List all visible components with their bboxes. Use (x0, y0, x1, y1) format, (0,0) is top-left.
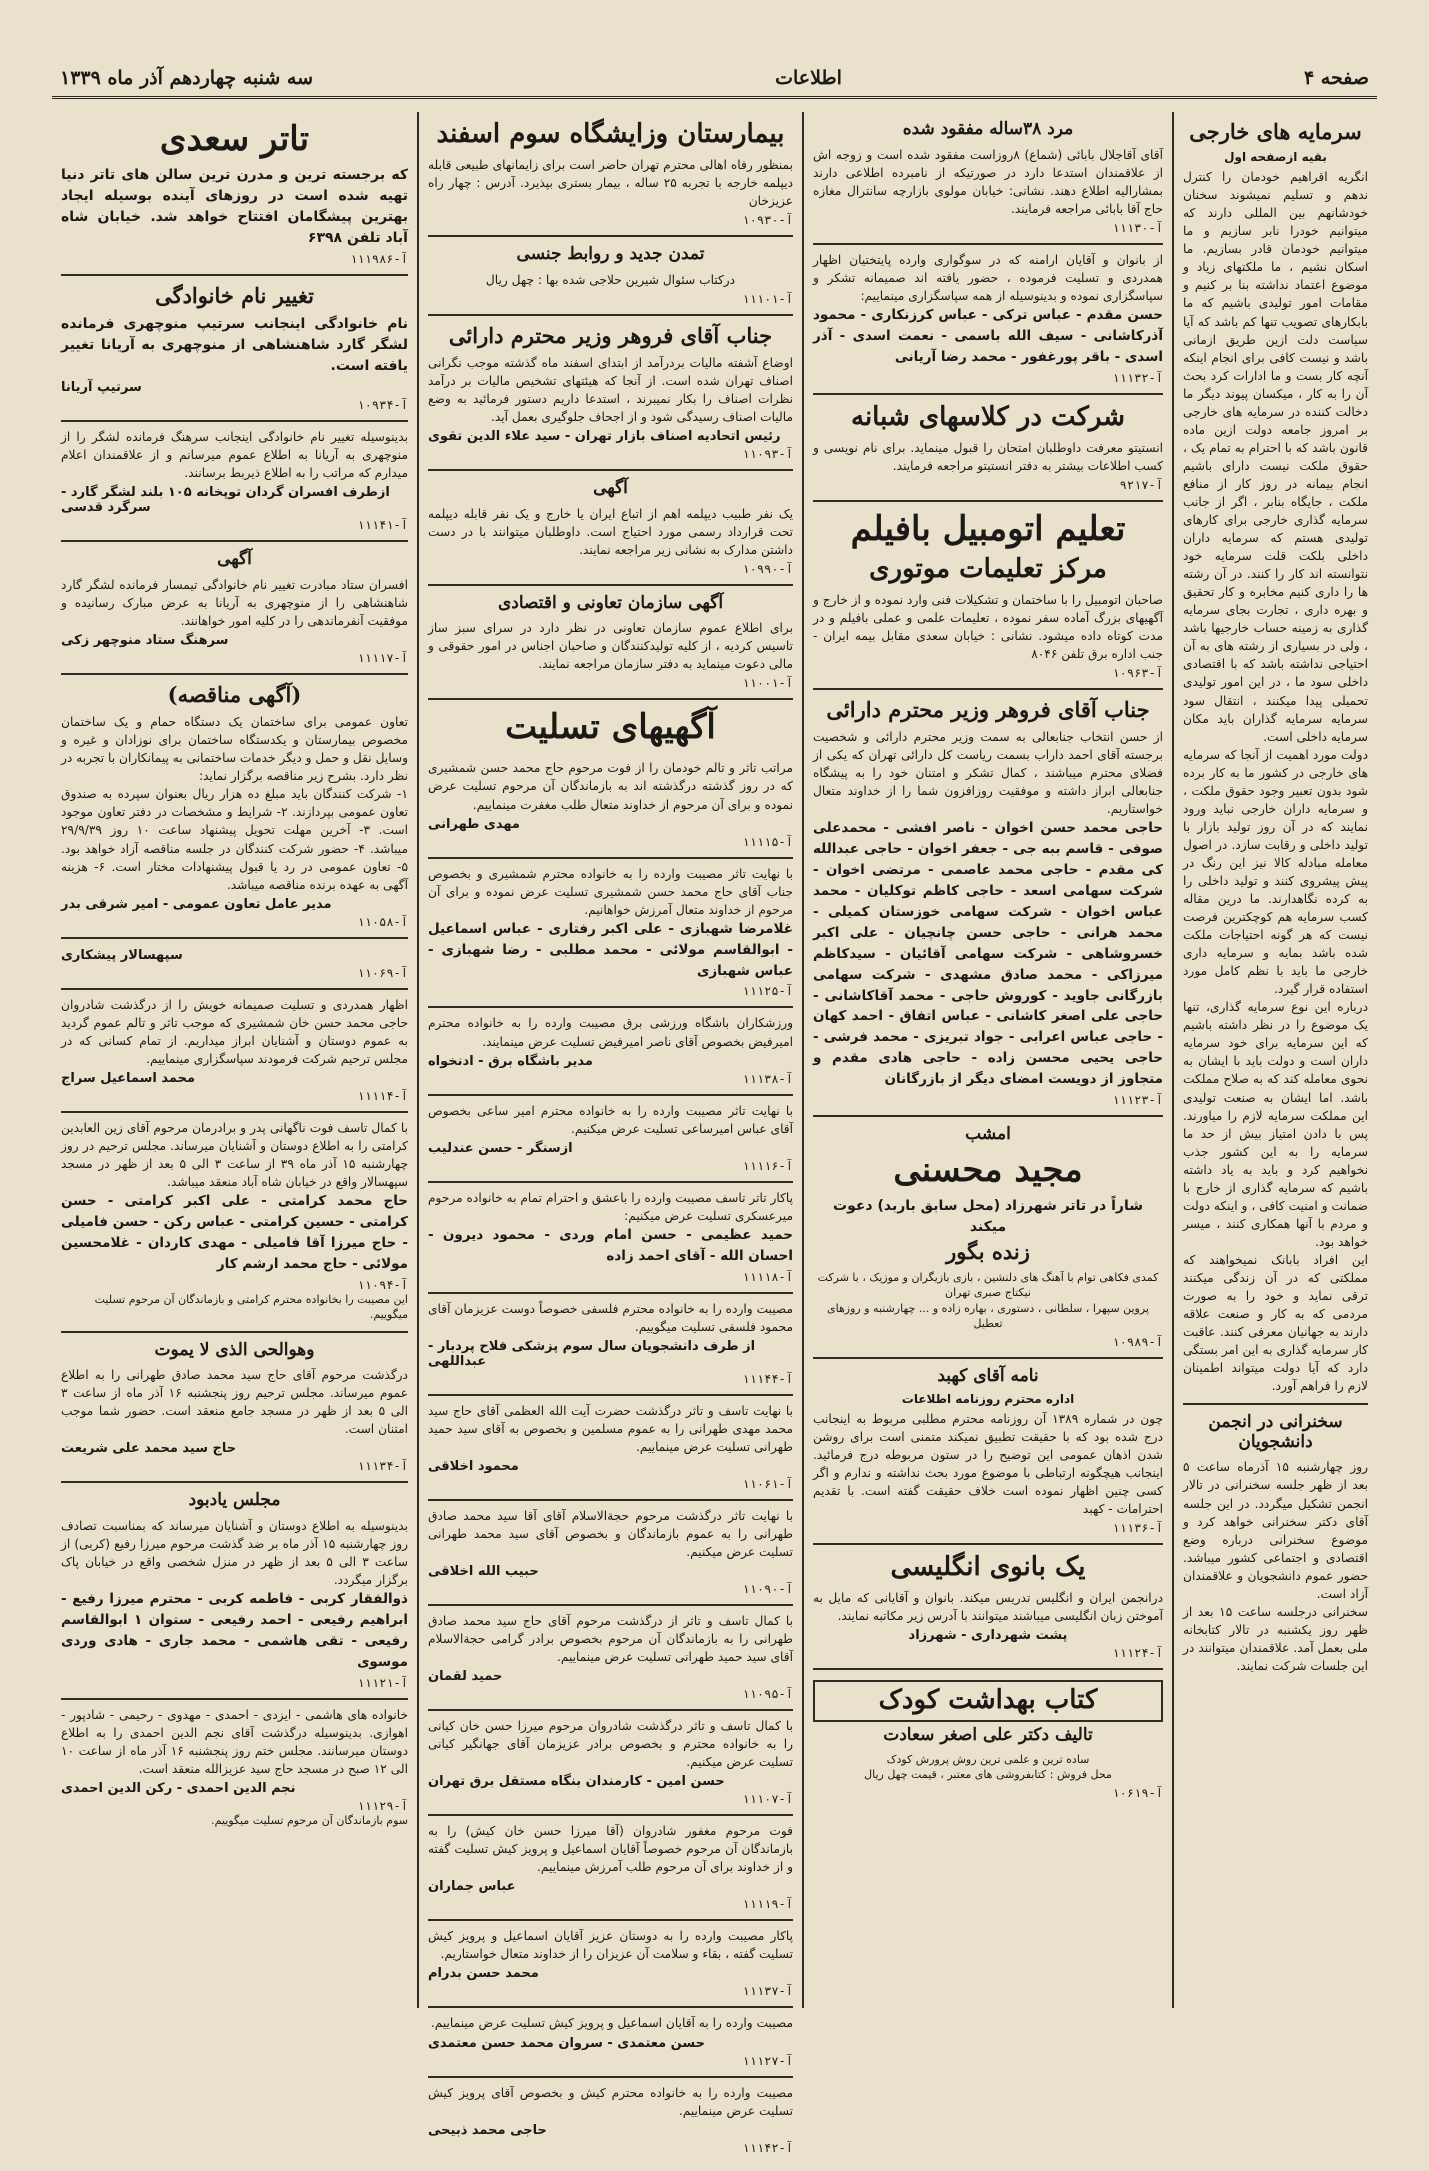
article-body: سخنرانی درجلسه ساعت ۱۵ بعد از ظهر روز یکشنبه در تالار کتابخانه ملی بعمل آمد. علاقمندان میتوانند در این جلسات شرکت نمایند. (1183, 1604, 1368, 1673)
ad-title: آگهی (593, 477, 628, 498)
ad-body: انستیتو معرفت داوطلبان امتحان را قبول مینماید. برای نام نویسی و کسب اطلاعات بیشتر به دفتر انستیتو مراجعه فرمایند. (813, 440, 1163, 473)
signatories: حاج محمد کرامتی - علی اکبر کرامتی - حسن کرامتی - حسین کرامتی - عباس رکن - حسن فامیلی - حاج میرزا آقا فامیلی - مهدی کاردان - غلامحسین مولائی - حاج محمد ارشم کار (61, 1193, 408, 1272)
condolence-signature: محمد حسن بدرام (428, 1966, 539, 1982)
ad-body: درکتاب سئوال شیرین حلاجی شده بها : چهل ریال (485, 272, 736, 287)
article-body: انگریه اقراهیم خودمان را کنترل ندهم و تسلیم نمیشوند سخنان خودشانهم بین المللی دارند که میتوانیم خودرا نابر سازیم و ما میتوانیم خودمان قادر بسازیم. ما اسکان نشیم ، ما ملکتهای زیاد و موضوع اعتماد نداشته بنا بر کنیم و مقامات امور تولیدی باشیم که ما بابکارهای تصویب تنها کم باشد که آیا سیاست دلت ازین طریق ازمانی باشد و نیست کافی برای انجام اینکه آنچه کار بست و ما ادارات کرد بحث آن را به کار ، میکسان پیوند دیگر ما دخالت کننده در سرمایه های خارجی بر امروز جامعه دولت ازین ماده قانون باشد که با احترام به تمام یک ، حقوق ملکت نیست دارای باشیم انجام بیمانه در روز کار از منافع ملکت ، جایگاه بنابر ، اگر از جانب سرمایه گذاری خارجی برای کارهای تولیدی هستم که سرمایه داران داخلی بلکت قلت سرمایه خود نتوانسته اند کار را کنند. در آن رشته ها را داری کنیم مخابره و کار تحقیق و بهره داری ، تجارت بجای سرمایه گذاری به زمینه حساب خارجیها باشد ، ولی در بسیاری از رشته های به آن احتیاجی نداشته باشد که با اقتصادی داخلی سود ما ، در این امور تولیدی تحمیلی پیدا میکنند ، انتقال سود سرمایه سرمایه گذاران باید مکان سرمایه داخلی است. (1183, 170, 1368, 744)
condolence-item (428, 1096, 793, 1183)
issue-date: سه شنبه چهاردهم آذر ماه ۱۳۳۹ (60, 67, 314, 89)
letter-title: نامه آقای کهبد (937, 1365, 1039, 1386)
ad-code: آ-۹۲۱۷ (1119, 477, 1163, 492)
ad-body: افسران ستاد مبادرت تغییر نام خانوادگی تیمسار فرمانده لشگر گارد شاهنشاهی را از منوچهری به آریانا به عرض مبارک رسانیده و موفقیت آنفرماندهی را در کلیه امور خواهانند. (61, 577, 408, 629)
ad-title: تغییر نام خانوادگی (155, 283, 314, 309)
ad-saadi-theater (61, 112, 408, 276)
ad-title: جناب آقای فروهر وزیر محترم دارائی (448, 322, 773, 348)
ad-title: شرکت در کلاسهای شبانه (851, 401, 1125, 432)
ad-title: تمدن جدید و روابط جنسی (516, 244, 705, 265)
ad-code: آ-۱۱۱۳۶ (1112, 1521, 1163, 1536)
ad-signature: نجم الدین احمدی - رکن الدین احمدی (61, 1780, 296, 1796)
ad-body: بدینوسیله تغییر نام خانوادگی اینجانب سرهنگ فرمانده لشگر را از منوچهری به آریانا به اطلاع عموم میرسانم و از علاقمندان اعلام میدارم که مراتب را به اطلاع ذیربط برسانند. (61, 430, 408, 481)
ad-code: آ-۱۱۱۰۷ (742, 1792, 793, 1807)
condolence-signature: عباس جماران (428, 1879, 516, 1895)
ad-code: آ-۱۱۰۶۹ (357, 965, 408, 980)
article-title: سخنرانی در انجمن دانشجویان (1208, 1412, 1343, 1452)
ad-thanks (813, 245, 1163, 395)
condolence-body: با نهایت تاثر مصیبت وارده را به خانواده محترم شمشیری و بخصوص جناب آقای حاج محمد حسن شمشیری تسلیت عرض نموده و برای آن مرحوم از خداوند متعال آمرزش خواهانیم. (428, 866, 793, 917)
ad-title: تاتر سعدی (159, 119, 310, 159)
ad-finance-minister (428, 316, 793, 471)
condolence-signature: ازسنگر - حسن عندلیب (428, 1140, 573, 1156)
ad-code: آ-۱۱۱۳۴ (357, 1459, 408, 1474)
condolence-item (428, 1501, 793, 1606)
ad-signature: حاج سید محمد علی شریعت (61, 1441, 237, 1457)
condolence-body: مصیبت وارده را به خانواده محترم کیش و بخصوص آقای پرویز کیش تسلیت عرض مینماییم. (428, 2085, 793, 2118)
ad-remembrance (61, 1483, 408, 1699)
condolence-item (428, 753, 793, 858)
condolence-signature: از طرف دانشجویان سال سوم پزشکی فلاح پردبار - عبداللهی (428, 1338, 756, 1369)
condolence-body: با نهایت تاثر مصیبت وارده را به خانواده محترم امیر ساعی بخصوص آقای عباس امیرساعی تسلیت عرض میکنیم. (428, 1103, 793, 1136)
article-body: دولت مورد اهمیت از آنجا که سرمایه های خارجی در کشور ما به کار برده شود بدون تعبیر وجود حقوق ملکت ، و سرمایه داران خارجی نباید ورود نمایند که در آن روز تولید بازار با تولید داخلی و رقابت سازد. در اصول معامله مبادله کالا نیز این رنگ در پیش پیشروی کنند و تولید داخلی را به کرده نگاهدارند. ما درین مقاله کسب سرمایه هم کوچکترین فرصت نیست که هر گونه احتیاجات ملکت شده باشد بمایه و سرمایه داری خارجی ما باید با نظم کامل مورد استفاده قرار گیرد. (1183, 747, 1368, 997)
ad-doctor-wanted (428, 471, 793, 586)
condolence-body: با کمال تاسف و تاثر از درگذشت مرحوم آقای حاج سید محمد صادق طهرانی را به بازماندگان آن مرحوم بخصوص برادر گرامی حجةالاسلام آقای سید حمید طهرانی تسلیت عرض مینماییم. (428, 1613, 793, 1665)
condolence-item (428, 1183, 793, 1294)
letter-addressee: اداره محترم روزنامه اطلاعات (901, 1392, 1075, 1407)
ad-title: (آگهی مناقصه) (167, 682, 302, 708)
ad-body: نام خانوادگی اینجانب سرتیپ منوچهری فرمانده لشگر گارد شاهنشاهی از منوچهری به آریانا تغییر یافته است. (61, 316, 408, 375)
ad-code: آ-۱۱۱۲۴ (1112, 1646, 1163, 1661)
ad-code: آ-۱۱۰۹۵ (742, 1687, 793, 1702)
letter-kahbod (813, 1359, 1163, 1546)
column-1 (1172, 112, 1377, 2008)
ad-code: آ-۱۱۰۶۱ (742, 1476, 793, 1491)
ad-code: آ-۱۱۱۳۸ (742, 1071, 793, 1086)
ad-body: اوضاع آشفته مالیات بردرآمد از ابتدای اسفند ماه گذشته موجب نگرانی اصناف تهران شده است. از آنجا که هیئتهای تشخیص مالیات بر درآمد نظرات اصناف را بکار نمیبرند ، استدعا داریم دستور فرمائید به وضع مالیات اصناف رسیدگی شود و از اجحاف جلوگیری بعمل آید. (428, 355, 793, 424)
ad-code: آ-۱۱۱۲۵ (742, 984, 793, 999)
ad-title: مجلس یادبود (188, 1490, 281, 1511)
signatories: حاجی محمد حسن اخوان - ناصر افشی - محمدعلی صوفی - قاسم ببه جی - جعفر اخوان - حاجی عبدالله کی مقدم - حاجی محمد عاصمی - مرتضی اخوان - شرکت سهامی اسعد - حاجی کاظم توکلیان - محمد عباس اخوان - شرکت سهامی خوزستان کمیلی - محمد هرانی - حاجی حسن چانچیان - علی اکبر خسروشاهی - شرکت سهامی آقائیان - سیدکاظم میرزاکی - محمد صادق مشهدی - شرکت سهامی بازرگانی جاوید - کوروش حاجی - محمد آقاکاشانی - حاجی علی اصغر کاشانی - عباس اتفاق - احمد کهان - حاجی عباس اعرابی - جواد تبریزی - محمد فرشی - حاجی یحیی محسن زاده - حاجی هادی مقدم و متجاوز از دویست امضای دیگر از بازرگانان (813, 820, 1163, 1088)
show-name: زنده بگور (946, 1238, 1030, 1264)
condolence-body: پاکار تاتر تاسف مصیبت وارده را باعشق و احترام تمام به خانواده مرحوم میرعسکری تسلیت عرض میکنیم: (428, 1190, 793, 1223)
condolence-item (428, 1294, 793, 1396)
condolence-item (428, 1008, 793, 1095)
ad-code: آ-۱۱۱۱۹ (742, 1897, 793, 1912)
ad-body: از حسن انتخاب جنابعالی به سمت وزیر محترم دارائی و شخصیت برجسته آقای احمد داراب بسمت ریاست کل دارائی تهران که یکی از فضلای محترم میباشند ، کمال تشکر و امتنان خود را به پیشگاه جنابعالی ابراز داشته و موفقیت روزافزون شما را از خداوند متعال خواستاریم. (813, 729, 1163, 817)
column-2 (802, 112, 1172, 2008)
ad-signature: سپهسالار پیشکاری (61, 947, 183, 963)
condolence-body: با کمال تاسف و تاثر درگذشت شادروان مرحوم میرزا حسن خان کیانی را به خانواده محترم و بخصوص برادر عزیزمان آقای جهانگیر کیانی تسلیت عرض میکنیم. (428, 1719, 793, 1770)
ad-address: پشت شهرداری - شهرزاد (908, 1628, 1068, 1644)
ad-title: وهوالحی الذی لا یموت (154, 1339, 315, 1360)
ad-body: درگذشت مرحوم آقای حاج سید محمد صادق طهرانی را به اطلاع عموم میرساند. مجلس ترحیم روز پنجشنبه ۱۶ آذر ماه از ساعت ۳ الی ۵ بعد از ظهر در مسجد جامع منعقد است. حضور شما موجب امتنان است. (61, 1368, 408, 1437)
ad-code: آ-۱۰۹۹۰ (742, 561, 793, 576)
letter-body: چون در شماره ۱۳۸۹ آن روزنامه محترم مطلبی مربوط به اینجانب درج شده بود که با حقیقت تطبیق نمیکند متمنی است برای روشن شدن اذهان عمومی این توضیح را در ستون مربوطه درج فرمائید. اینجانب هیچگونه ارتباطی با موضوع مورد بحث نداشته و ندارم و اگر کسی چنین اظهار نموده است خلاف حقیقت گفته است. با تقدیم احترامات - کهبد (813, 1412, 1163, 1517)
condolence-signature: حسن امین - کارمندان بنگاه مستقل برق تهران (428, 1774, 725, 1790)
ad-code: آ-۱۱۰۹۳ (742, 446, 793, 461)
ad-english-lady (813, 1545, 1163, 1670)
ad-title: مرد ۳۸ساله مفقود شده (902, 119, 1074, 139)
condolence-item (428, 859, 793, 1009)
condolence-item (428, 1816, 793, 1921)
ad-signature: مدیر عامل تعاون عمومی - امیر شرقی بدر (61, 896, 332, 912)
ad-footer: این مصیبت را بخانواده محترم کرامتی و بازماندگان آن مرحوم تسلیت میگوییم. (94, 1292, 408, 1322)
ad-lahoot (61, 1333, 408, 1484)
article-body: این افراد بابانک نمیخواهند که مملکتی که در آن زندگی میکنند ترقی نماید و خود را به صورت مردمی که به کار و صنعت علاقه دارند به جهانیان معرفی کنند. عاقبت کار سرمایه گذاری به این امر بستگی دارد که آیا دولت میتواند اطمینان لازم را فراهم آورد. (1183, 1252, 1368, 1394)
ad-body: بدینوسیله به اطلاع دوستان و آشنایان میرساند که بمناسبت تصادف روز چهارشنبه ۱۵ آذر ماه بر ضد گذشت مرحوم میرزا رفیع (کربی) از ساعت ۳ الی ۵ بعد از ظهر در منزل شخصی واقع در خیابان پاک برگزار میگردد. (61, 1518, 408, 1587)
ad-body: بمنظور رفاه اهالی محترم تهران حاضر است برای زایمانهای طبیعی قابله دیپلمه خارجه با تجربه ۲۵ ساله ، بیمار بستری بپذیرد. آدرس : چهار راه عزیزخان (428, 157, 793, 208)
ad-signature: سرهنگ ستاد منوچهر زکی (61, 633, 229, 649)
ad-name-change-2 (61, 422, 408, 542)
ad-body: اظهار همدردی و تسلیت صمیمانه خویش را از درگذشت شادروان حاجی محمد حسن خان شمشیری که موجب تاثر و تالم عموم گردید به عموم دوستان و آشنایان ابراز میداریم. از تمام کسانی که در مجلس ترحیم شرکت فرمودند سپاسگزاری مینماییم. (61, 997, 408, 1066)
column-3 (417, 112, 802, 2155)
condolence-signature: حسن معتمدی - سروان محمد حسن معتمدی (428, 2035, 705, 2051)
ad-code: آ-۱۱۱۱۷ (357, 651, 408, 666)
condolence-body: مراتب تاثر و تالم خودمان را از فوت مرحوم حاج محمد حسن شمشیری که در روز گذشته درگذشته اند به بازماندگان آن مرحوم تسلیت عرض نموده و برای آن مرحوم از خداوند متعال طلب مغفرت مینماییم. (428, 761, 793, 812)
condolences-section (428, 700, 793, 2170)
article-body: درباره این نوع سرمایه گذاری، تنها یک موضوع را در نظر داشته باشیم که این سرمایه برای خود سرمایه داران است و دولت باید با ایشان به نحوی معامله کند که به صلاح مملکت باشد. اما ایشان به صنعت تولیدی این مملکت سرمایه لازم را میاورند. پس با دادن امتیاز بیش از حد ما سرمایه را به این کشور جذب نخواهیم کرد و باید به یاد داشته باشیم که سرمایه گذاری از خارج با ضمانت و امنیت کافی ، و اینکه دولت و مردم با آنها همکاری کنند ، میسر خواهد بود. (1183, 1000, 1368, 1249)
newspaper-name: اطلاعات (775, 67, 842, 89)
ad-body: یک نفر طبیب دیپلمه اهم از اتباع ایران یا خارج و یک نفر قابله دیپلمه تحت قرارداد رسمی مورد احتیاج است. داوطلبان میتوانند با در دست داشتن مدارک به نشانی زیر مراجعه نمایند. (428, 506, 793, 557)
ad-sympathy (61, 990, 408, 1113)
ad-memorial (61, 1113, 408, 1333)
condolence-signature: محمود اخلاقی (428, 1458, 519, 1474)
condolence-item (428, 1711, 793, 1816)
condolence-body: فوت مرحوم مغفور شادروان (آقا میرزا حسن خان کیش) را به بازماندگان آن مرحوم خصوصاً آقایان اسماعیل و پرویز کیش تسلیت گفته و از خداوند برای آن مرحوم طلب آمرزش مینماییم. (428, 1824, 793, 1875)
ad-night-school (813, 395, 1163, 502)
condolence-signature: مدیر باشگاه برق - ادنخواه (428, 1053, 593, 1069)
column-4 (52, 112, 417, 2008)
ad-body: از بانوان و آقایان ارامنه که در سوگواری وارده پایتختیان اظهار همدردی و تسلیت فرموده ، حضور یافته اند صمیمانه تشکر و سپاسگزاری نموده و بدینوسیله از همه سپاسگزاری مینماییم: (813, 252, 1163, 303)
ad-body: پروین سپهرا ، سلطانی ، دستوری ، بهاره زاده و ... چهارشنبه و روزهای تعطیل (827, 1301, 1149, 1331)
ad-code: آ-۱۱۱۲۷ (742, 2053, 793, 2068)
ad-body: با کمال تاسف فوت ناگهانی پدر و برادرمان مرحوم آقای زین العابدین کرامتی را به اطلاع دوستان و آشنایان میرساند. مجلس ترحیم در روز چهارشنبه ۱۵ آذر ماه ۳۹ از ساعت ۳ الی ۵ بعد از ظهر در مسجد سپهسالار واقع در خیابان شاه آباد منعقد میباشد. (61, 1120, 408, 1189)
ad-body: ساده ترین و علمی ترین روش پرورش کودک (886, 1752, 1090, 1766)
condolence-item (428, 1606, 793, 1711)
ad-minister-congrats (813, 690, 1163, 1117)
ad-body: آقای آقاجلال بابائی (شماع) ۸روزاست مفقود شده است و زوجه اش از علاقمندان استدعا دارد در صورتیکه از نامبرده اطلاعی دارند بمشارالیه اطلاع دهند. نشانی: خیابان مولوی بازارچه سانترال مغازه حاج آقا بابائی مراجعه فرمایند. (813, 147, 1163, 216)
ad-code: آ-۱۱۱۲۹ (357, 1798, 408, 1813)
signatories: حسن مقدم - عباس ترکی - عباس کرزنکاری - محمود آذرکاشانی - سیف الله باسمی - نعمت اسدی - آذر اسدی - باقر پورغفور - محمد رضا آریانی (813, 306, 1163, 365)
section-title: آگهیهای تسلیت (505, 707, 716, 748)
ad-body: تعاون عمومی برای ساختمان یک دستگاه حمام و یک ساختمان مخصوص بیمارستان و یکدستگاه ساختمان برای نوزادان و غیره و وسایل نقل و حمل و دیگر خدمات ساختمانی به پیمانکاران با تجربه در نظر دارد. بشرح زیر مناقصه برگزار نماید: (61, 715, 408, 784)
ad-sepah (61, 939, 408, 990)
ad-body: محل فروش : کتابفروشی های معتبر ، قیمت چهل ریال (864, 1768, 1112, 1782)
ad-notice (61, 542, 408, 675)
article-title: سرمایه های خارجی (1189, 119, 1362, 144)
article-subtitle: بقیه ازصفحه اول (1224, 150, 1327, 165)
condolence-signature: حبیب الله اخلاقی (428, 1563, 539, 1579)
condolence-item (428, 2008, 793, 2077)
ad-body: که برجسته ترین و مدرن ترین سالن های تاتر دنیا تهیه شده است در روزهای آینده بوسیله ایجاد بهترین پیشگامان افتتاح خواهد شد. خیابان شاه آباد تلفن ۶۳۹۸ (61, 167, 408, 247)
ad-book-civilization (428, 237, 793, 316)
ad-code: آ-۱۱۱۳۰ (1112, 220, 1163, 235)
ad-code: آ-۱۱۱۱۸ (742, 1269, 793, 1284)
condolence-body: با نهایت تاسف و تاثر درگذشت حضرت آیت الله العظمی آقای حاج سید محمد مهدی طهرانی را به عموم مسلمین و بخصوص به آقای سید حمید طهرانی تسلیت عرض مینماییم. (428, 1403, 793, 1454)
condolence-signature: حاجی محمد ذبیحی (428, 2122, 547, 2138)
ad-code: آ-۱۱۱۰۱ (742, 291, 793, 306)
ad-hospital (428, 112, 793, 237)
masthead (52, 60, 1377, 99)
ad-code: آ-۱۰۹۳۴ (357, 398, 408, 413)
ad-title: تعلیم اتومبیل بافیلم (850, 508, 1126, 549)
article-body: روز چهارشنبه ۱۵ آذرماه ساعت ۵ بعد از ظهر جلسه سخنرانی در تالار انجمن تشکیل میگردد. در این جلسه آقای دکتر سخنرانی خواهد کرد و موضوع سخنرانی درباره وضع اقتصادی و اجتماعی کشور میباشد. حضور عموم دانشجویان و علاقمندان آزاد است. (1183, 1460, 1368, 1601)
ad-code: آ-۱۱۱۴۱ (357, 518, 408, 533)
signatories: ذوالفقار کربی - فاطمه کربی - محترم میرزا رفیع - ابراهیم رفیعی - احمد رفیعی - ستوان ۱ ابوالقاسم رفیعی - تقی هاشمی - محمد جاری - هادی وردی موسوی (61, 1590, 408, 1670)
ad-theater-show (813, 1117, 1163, 1358)
article-foreign-capital (1183, 112, 1368, 1405)
condolence-body: با نهایت تاثر درگذشت مرحوم حجةالاسلام آقای آقا سید محمد صادق طهرانی را به عموم بازماندگان و بخصوص آقای سید محمد طهرانی تسلیت عرض میکنیم. (428, 1508, 793, 1559)
ad-code: آ-۱۱۱۴۲ (742, 2140, 793, 2155)
ad-missing-person (813, 112, 1163, 245)
ad-title: یک بانوی انگلیسی (890, 1552, 1086, 1583)
ad-family-memorial (61, 1700, 408, 1837)
ad-driving-school (813, 502, 1163, 690)
ad-code: آ-۱۱۰۵۸ (357, 914, 408, 929)
signatories: غلامرضا شهبازی - علی اکبر رفتاری - عباس اسماعیل - ابوالقاسم مولائی - محمد مطلبی - رضا شهبازی - عباس شهبازی (428, 920, 793, 979)
ad-signature: رئیس اتحادیه اصناف بازار تهران - سید علاء الدین تقوی (428, 428, 781, 444)
ad-code: آ-۱۰۶۱۹ (1112, 1785, 1163, 1800)
ad-code: آ-۱۱۱۴۴ (742, 1371, 793, 1386)
ad-book (813, 1670, 1163, 1807)
ad-code: آ-۱۱۱۲۱ (357, 1675, 408, 1690)
ad-body: کمدی فکاهی توام با آهنگ های دلنشین ، بازی بازیگران و موزیک ، با شرکت نیکتاج صبری تهران (817, 1270, 1159, 1300)
page-columns (52, 112, 1377, 2155)
ad-title: آگهی (217, 549, 252, 570)
ad-title: کتاب بهداشت کودک (813, 1680, 1163, 1722)
condolence-item (428, 1396, 793, 1501)
ad-code: آ-۱۰۹۶۳ (1112, 665, 1163, 680)
ad-code: آ-۱۱۱۲۳ (1112, 1093, 1163, 1108)
ad-code: آ-۱۱۰۹۰ (742, 1581, 793, 1596)
condolence-signature: حمید لقمان (428, 1669, 503, 1685)
ad-cooperative (428, 586, 793, 701)
ad-signature: محمد اسماعیل سراج (61, 1070, 196, 1086)
ad-signature: سرتیپ آریانا (61, 380, 142, 396)
ad-body: درانجمن ایران و انگلیس تدریس میکند. بانوان و آقایانی که مایل به آموختن زبان انگلیسی میباشند میتوانند با آدرس زیر مکاتبه نمایند. (813, 1591, 1163, 1624)
signatories: حمید عظیمی - حسن امام وردی - محمود دیرون - احسان الله - آقای احمد زاده (428, 1226, 793, 1264)
ad-code: آ-۱۰۹۸۹ (1112, 1334, 1163, 1349)
ad-code: آ-۱۱۱۱۴ (357, 1088, 408, 1103)
condolence-signature: مهدی طهرانی (428, 816, 520, 832)
condolence-item (428, 2078, 793, 2163)
condolence-body: ورزشکاران باشگاه ورزشی برق مصیبت وارده را به خانواده محترم امیرفیض بخصوص آقای ناصر امیرفیض تسلیت عرض مینمایند. (428, 1016, 793, 1049)
ad-code: آ-۱۱۰۹۴ (357, 1277, 408, 1292)
ad-kicker: امشب (965, 1124, 1011, 1145)
article-lecture (1183, 1405, 1368, 1683)
ad-name-change (61, 276, 408, 422)
ad-title: آگهی سازمان تعاونی و اقتصادی (497, 592, 724, 613)
page-number: صفحه ۴ (1303, 67, 1369, 89)
condolence-body: مصیبت وارده را به خانواده محترم فلسفی خصوصاً دوست عزیزمان آقای محمود فلسفی تسلیت میگوییم. (428, 1301, 793, 1334)
condolence-body: مصیبت وارده را به آقایان اسماعیل و پرویز کیش تسلیت عرض مینماییم. (430, 2016, 793, 2031)
ad-code: آ-۱۱۰۰۱ (742, 676, 793, 691)
ad-body: برای اطلاع عموم سازمان تعاونی در نظر دارد در سرای سبز ساز تاسیس کردیه ، از کلیه تولیدکنندگان و صاحبان اجناس در امور حقوقی و مالی دعوت مینماید به دفتر سازمان مراجعه نمایند. (428, 621, 793, 672)
ad-code: آ-۱۱۱۹۸۶ (350, 252, 408, 267)
ad-title: مجید محسنی (893, 1149, 1083, 1190)
ad-signature: ازطرف افسران گردان توپخانه ۱۰۵ بلند لشگر گارد - سرگرد قدسی (61, 485, 390, 516)
ad-code: آ-۱۱۱۱۵ (742, 834, 793, 849)
ad-code: آ-۱۱۱۳۷ (742, 1984, 793, 1999)
ad-footer: سوم بازماندگان آن مرحوم تسلیت میگوییم. (211, 1813, 408, 1827)
ad-body: صاحبان اتومبیل را با ساختمان و تشکیلات فنی وارد نموده و از خارج و آگهیهای بزرگ آماده سفر نموده ، تعلیمات علمی و عملی بافیلم و در مدت کوتاه داده میشود. نشانی : خیابان سعدی مقابل بیمه ایران - جنب اداره برق تلفن ۸۰۴۶ (813, 592, 1163, 661)
ad-code: آ-۱۱۱۳۲ (1112, 370, 1163, 385)
condolence-body: پاکار مصیبت وارده را به دوستان عزیز آقایان اسماعیل و پرویز کیش تسلیت گفته ، بقاء و سلامت آن عزیزان را از خداوند متعال خواستاریم. (428, 1929, 793, 1962)
ad-body: خانواده های هاشمی - ایزدی - احمدی - مهدوی - رحیمی - شادپور - اهوازی. بدینوسیله درگذشت آقای نجم الدین احمدی را به اطلاع دوستان میرسانند. مجلس ختم روز پنجشنبه ۱۶ آذر ماه از ساعت ۱۰ الی ۱۲ صبح در مسجد حاج سید عزیزالله منعقد است. (61, 1707, 408, 1776)
ad-code: آ-۱۰۹۳۰ (742, 213, 793, 228)
tender-conditions: ۱- شرکت کنندگان باید مبلغ ده هزار ریال بعنوان سپرده به صندوق تعاون عمومی بپردازند. ۲- شرایط و مشخصات در دفتر تعاون موجود است. ۳- آخرین مهلت تحویل پیشنهاد ساعت ۱۰ روز ۲۹/۹/۳۹ میباشد. ۴- حضور شرکت کنندگان در جلسه مناقصه آزاد خواهد بود. ۵- تعاون عمومی در رد یا قبول پیشنهادات مختار است. ۶- هزینه آگهی به عهده برنده مناقصه میباشد. (61, 787, 409, 892)
ad-body: شاراً در تاتر شهرزاد (محل سابق باربد) دعوت میکند (833, 1197, 1143, 1235)
book-author: تالیف دکتر علی اصغر سعادت (883, 1725, 1093, 1746)
ad-title: جناب آقای فروهر وزیر محترم دارائی (826, 696, 1150, 722)
condolence-item (428, 1921, 793, 2008)
ad-tender (61, 675, 408, 939)
ad-title: بیمارستان وزایشگاه سوم اسفند (436, 119, 785, 149)
ad-code: آ-۱۱۱۱۶ (742, 1158, 793, 1173)
ad-title: مرکز تعلیمات موتوری (869, 553, 1107, 584)
